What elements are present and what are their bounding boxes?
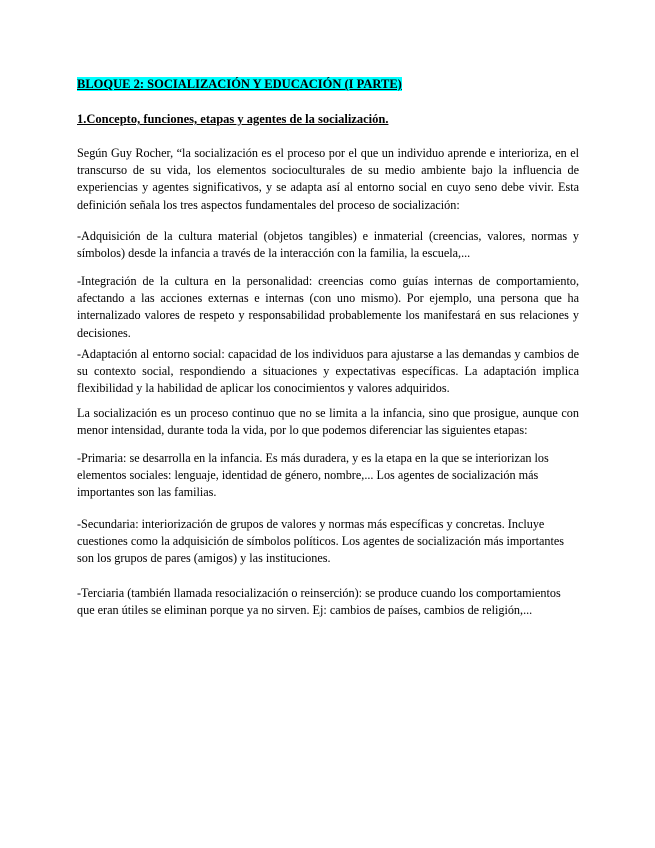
stage-primary-paragraph: -Primaria: se desarrolla en la infancia. Es más duradera, y es la etapa en la que se interiorizan los elementos sociales: lenguaje, identidad de género, nombre,... Los agentes de socialización más importantes son las familias. (77, 451, 549, 500)
aspect-integration-paragraph: -Integración de la cultura en la personalidad: creencias como guías internas de comportamiento, afectando a las acciones externas e internas (con uno mismo). Por ejemplo, una persona que ha internalizado valores de respeto y responsabilidad probablemente los manifestará en sus relaciones y decisiones. (77, 274, 579, 340)
document-title-text: BLOQUE 2: SOCIALIZACIÓN Y EDUCACIÓN (I PARTE) (77, 77, 402, 91)
section-heading: 1.Concepto, funciones, etapas y agentes de la socialización. (77, 112, 389, 126)
continuous-process-paragraph: La socialización es un proceso continuo que no se limita a la infancia, sino que prosigue, aunque con menor intensidad, durante toda la vida, por lo que podemos diferenciar las siguientes etapas: (77, 406, 579, 438)
aspect-adaptation-paragraph: -Adaptación al entorno social: capacidad de los individuos para ajustarse a las demandas y cambios de su contexto social, respondiendo a situaciones y expectativas específicas. La adaptación implica flexibilidad y la habilidad de aplicar los conocimientos y valores adquiridos. (77, 347, 579, 396)
aspect-acquisition-paragraph: -Adquisición de la cultura material (objetos tangibles) e inmaterial (creencias, valores, normas y símbolos) desde la infancia a través de la interacción con la familia, la escuela,... (77, 229, 579, 261)
document-title (77, 76, 402, 92)
stage-tertiary-paragraph: -Terciaria (también llamada resocialización o reinserción): se produce cuando los comportamientos que eran útiles se eliminan porque ya no sirven. Ej: cambios de países, cambios de religión,... (77, 586, 561, 618)
stage-secondary-paragraph: -Secundaria: interiorización de grupos de valores y normas más específicas y concretas. Incluye cuestiones como la adquisición de símbolos políticos. Los agentes de socialización más importantes son los grupos de pares (amigos) y las instituciones. (77, 517, 565, 566)
intro-paragraph: Según Guy Rocher, “la socialización es el proceso por el que un individuo aprende e interioriza, en el transcurso de su vida, los elementos socioculturales de su medio ambiente bajo la influencia de experiencias y agentes significativos, y se adapta así al entorno social en cuyo seno debe vivir. Esta definición señala los tres aspectos fundamentales del proceso de socialización: (77, 146, 579, 212)
